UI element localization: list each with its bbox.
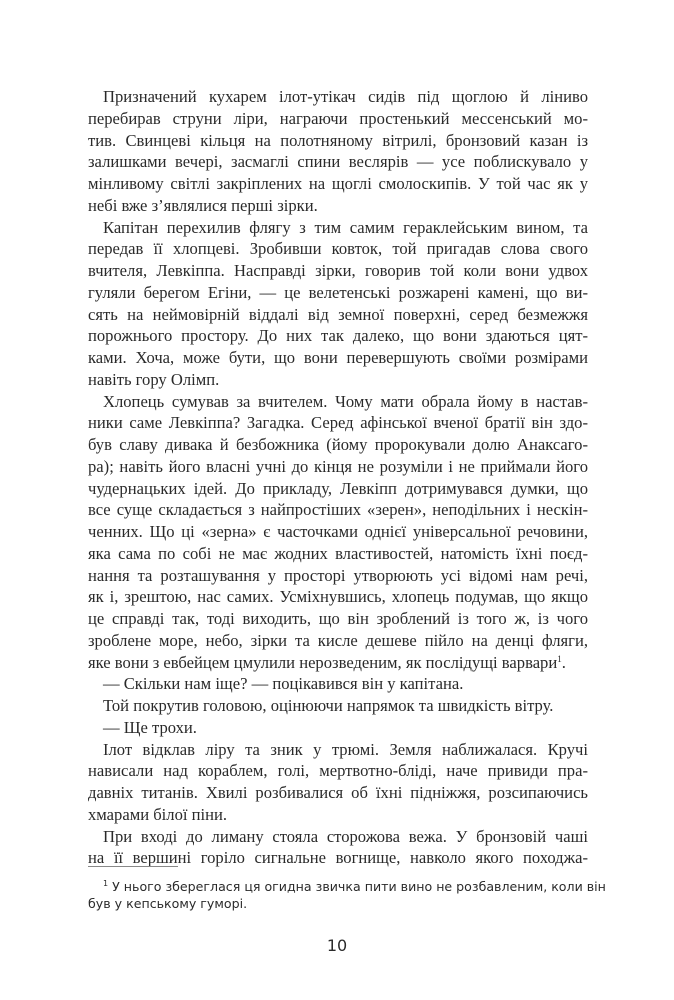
paragraph (88, 695, 588, 717)
line-text: хмарами білої піни. (88, 804, 228, 824)
text-line (88, 173, 588, 195)
text-line (88, 369, 588, 391)
text-line (88, 478, 588, 500)
line-text: чудернацьких ідей. До прикладу, Левкіпп дотримувався думки, що (88, 478, 588, 498)
punctuation: . (561, 652, 566, 672)
text-line (88, 195, 588, 217)
line-text: вчителя, Левкіппа. Насправді зірки, говорив той коли вони удвох (88, 261, 588, 280)
text-line (88, 695, 588, 717)
line-text: Капітан перехилив флягу з тим самим гераклейським вином, та (103, 217, 588, 237)
footnote-reference[interactable]: 1 (557, 653, 562, 664)
text-line (88, 391, 588, 413)
text-line (88, 412, 588, 434)
footnote-text: У нього збереглася ця огидна звичка пити вино не розбавленим, коли він (112, 879, 606, 894)
footnote-text: був у кепському гуморі. (88, 896, 248, 911)
footnote-line (88, 894, 588, 914)
text-line (88, 304, 588, 326)
line-text: яка сама по собі не має жодних властивостей, натомість їхні поєд- (88, 543, 588, 563)
line-text: — Ще трохи. (103, 717, 197, 737)
line-text: Хлопець сумував за вчителем. Чому мати обрала йому в настав- (103, 391, 588, 411)
paragraph (88, 391, 588, 674)
text-line (88, 347, 588, 369)
text-line (88, 282, 588, 304)
text-line (88, 151, 588, 173)
line-text: тив. Свинцеві кільця на полотняному вітрилі, бронзовий казан із (88, 130, 588, 150)
body-text (88, 86, 588, 869)
line-text: ники саме Левкіппа? Загадка. Серед афінської вченої братії він здо- (88, 413, 588, 433)
text-line (88, 782, 588, 804)
paragraph (88, 673, 588, 695)
text-line (88, 717, 588, 739)
line-text: При вході до лиману стояла сторожова вежа. У бронзовій чаші (103, 826, 588, 846)
line-text: нання та розташування у просторі утворюють усі відомі нам речі, (88, 565, 588, 585)
paragraph (88, 86, 588, 217)
text-line (88, 108, 588, 130)
paragraph (88, 217, 588, 391)
text-line (88, 130, 588, 152)
text-line (88, 673, 588, 695)
text-line (88, 499, 588, 521)
line-text: ками. Хоча, може бути, що вони перевершують своїми розмірами (88, 348, 588, 367)
line-text: мінливому світлі закріплених на щоглі смолоскипів. У той час як у (88, 174, 588, 193)
paragraph (88, 739, 588, 826)
text-line (88, 260, 588, 282)
line-text: все суще складається з найпростіших «зерен», неподільних і нескін- (88, 500, 588, 520)
text-line (88, 739, 588, 761)
page-number: 10 (326, 936, 348, 955)
line-text: залишками вечері, засмаглі спини веслярів — усе поблискувало у (88, 152, 588, 172)
text-line (88, 652, 588, 674)
line-text: ра); навіть його власні учні до кінця не розуміли і не приймали його (88, 456, 588, 476)
text-line (88, 826, 588, 848)
text-line (88, 434, 588, 456)
text-line (88, 521, 588, 543)
line-text: Той покрутив головою, оцінюючи напрямок та швидкість вітру. (103, 696, 554, 715)
line-text: перебирав струни ліри, награючи простенький мессенський мо- (88, 108, 588, 128)
text-line (88, 238, 588, 260)
text-line (88, 325, 588, 347)
text-line (88, 608, 588, 630)
line-text: гуляли берегом Егіни, — це велетенські розжарені камені, що ви- (88, 282, 588, 302)
text-line (88, 86, 588, 108)
line-text: Ілот відклав ліру та зник у трюмі. Земля наближалася. Кручі (103, 739, 588, 759)
line-text: давніх титанів. Хвилі розбивалися об їхні підніжжя, розсипаючись (88, 783, 588, 802)
paragraph (88, 717, 588, 739)
footnote-divider (88, 866, 178, 867)
line-text: це справді так, тоді виходить, що він зроблений із того ж, із чого (88, 609, 588, 628)
line-text: небі вже з’являлися перші зірки. (88, 195, 318, 215)
line-text: сять на неймовірній віддалі від земної поверхні, серед безмежжя (88, 304, 588, 324)
line-text: нависали над кораблем, голі, мертвотно-бліді, наче привиди пра- (88, 761, 588, 781)
footnote-mark: 1 (103, 879, 109, 888)
text-line (88, 760, 588, 782)
text-line (88, 586, 588, 608)
text-line (88, 804, 588, 826)
paragraph (88, 826, 588, 870)
text-line (88, 565, 588, 587)
line-text: яке вони з евбейцем цмулили нерозведеним, як послідущі варвари (88, 652, 558, 672)
line-text: на її вершині горіло сигнальне вогнище, навколо якого походжа- (88, 848, 588, 868)
line-text: Призначений кухарем ілот-утікач сидів під щоглою й ліниво (103, 87, 588, 106)
footnote-line (88, 874, 606, 894)
line-text: — Скільки нам іще? — поцікавився він у капітана. (103, 674, 464, 694)
line-text: як і, зрештою, нас самих. Усміхнувшись, хлопець подумав, що якщо (88, 587, 588, 607)
line-text: був славу дивака й безбожника (йому пророкували долю Анаксаго- (88, 435, 588, 454)
line-text: ченних. Що ці «зерна» є часточками однієї універсальної речовини, (88, 522, 588, 541)
line-text: зроблене море, небо, зірки та кисле дешеве пійло на денці фляги, (88, 630, 588, 650)
text-line (88, 630, 588, 652)
text-line (88, 543, 588, 565)
footnote (88, 874, 606, 914)
text-line (88, 217, 588, 239)
line-text: порожнього простору. До них так далеко, що вони здаються цят- (88, 326, 588, 346)
line-text: навіть гору Олімп. (88, 369, 220, 389)
text-line (88, 456, 588, 478)
line-text: передав її хлопцеві. Зробивши ковток, той пригадав слова свого (88, 239, 588, 259)
